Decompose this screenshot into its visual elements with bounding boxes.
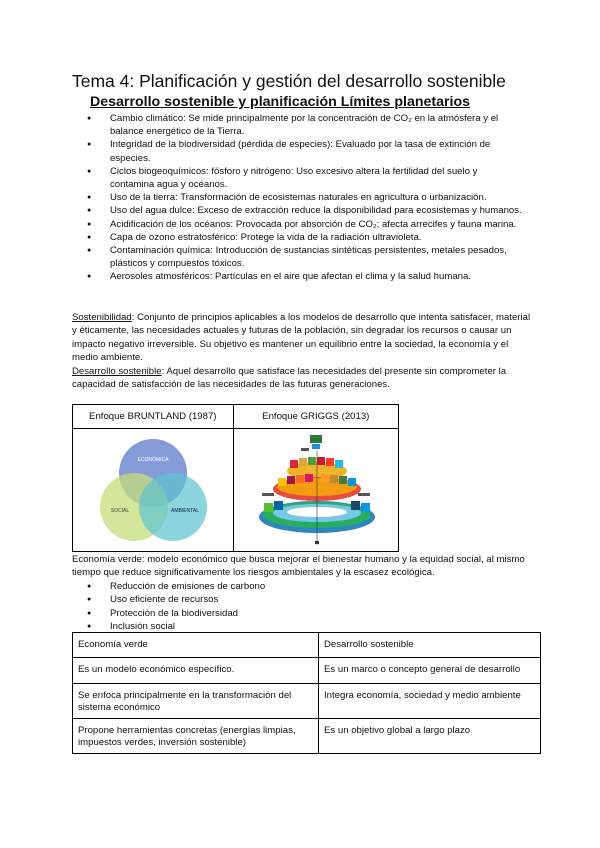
list-item: ● Integridad de la biodiversidad (pérdida de especies): Evaluado por la tasa de extinción de especies.: [84, 138, 524, 164]
list-item: ● Acidificación de los océanos: Provocada por absorción de CO₂; afecta arrecifes y fauna marina.: [84, 218, 524, 231]
griggs-figure-cell: [233, 429, 398, 552]
economia-verde-list: [84, 580, 265, 633]
venn-diagram: [80, 433, 226, 548]
table-row: [73, 658, 541, 684]
sdg-wedding-cake-image: [254, 433, 380, 548]
list-item: ● Protección de la biodiversidad: [84, 607, 265, 620]
table-cell: Es un modelo económico específico.: [73, 658, 319, 684]
list-item: ● Capa de ozono estratosférico: Protege la vida de la radiación ultravioleta.: [84, 231, 524, 244]
table-cell: Es un objetivo global a largo plazo: [319, 719, 541, 754]
table-cell: Se enfoca principalmente en la transformación del sistema económico: [73, 684, 319, 719]
table-row: [73, 684, 541, 719]
sostenibilidad-definition: : Conjunto de principios aplicables a los modelos de desarrollo que intenta satisfacer, material y éticamente, las necesidades actuales y futuras de la población, sin degradar los recursos o causar un impacto negativo irreversible. Su objetivo es mantener un equilibrio entre la sociedad, la economía y el medio ambiente.: [72, 312, 531, 364]
list-item: ● Cambio climático: Se mide principalmente por la concentración de CO₂ en la atmósfera y el balance energético de la Tierra.: [84, 112, 524, 138]
list-item: ● Uso eficiente de recursos: [84, 593, 265, 606]
desarrollo-sostenible-paragraph: [72, 365, 532, 392]
table-header-economia-verde: Economía verde: [73, 633, 319, 658]
section-subtitle: Desarrollo sostenible y planificación Límites planetarios: [90, 94, 471, 110]
venn-economic-label: ECONÓMICA: [137, 457, 169, 463]
bruntland-header: Enfoque BRUNTLAND (1987): [73, 405, 234, 429]
venn-social-label: SOCIAL: [110, 508, 130, 514]
griggs-header: Enfoque GRIGGS (2013): [233, 405, 398, 429]
approaches-figure-table: [72, 404, 399, 552]
list-item: ● Ciclos biogeoquímicos: fósforo y nitrógeno: Uso excesivo altera la fertilidad del suelo y contamina agua y océanos.: [84, 165, 524, 191]
venn-environmental-circle: [139, 473, 207, 541]
page-title: Tema 4: Planificación y gestión del desarrollo sostenible: [72, 71, 506, 91]
planetary-limits-list: [84, 112, 524, 284]
table-cell: Es un marco o concepto general de desarrollo: [319, 658, 541, 684]
table-header-desarrollo-sostenible: Desarrollo sostenible: [319, 633, 541, 658]
table-row: [73, 719, 541, 754]
desarrollo-sostenible-definition: : Aquel desarrollo que satisface las necesidades del presente sin comprometer la capacidad de satisfacción de las necesidades de las futuras generaciones.: [72, 366, 507, 391]
list-item: ● Reducción de emisiones de carbono: [84, 580, 265, 593]
desarrollo-sostenible-term: Desarrollo sostenible: [72, 366, 162, 377]
list-item: ● Aerosoles atmosféricos: Partículas en el aire que afectan el clima y la salud humana.: [84, 270, 524, 283]
sostenibilidad-term: Sostenibilidad: [72, 312, 132, 323]
list-item: ● Contaminación química: Introducción de sustancias sintéticas persistentes, metales pesados, plásticos y compuestos tóxicos.: [84, 244, 524, 270]
venn-environmental-label: AMBIENTAL: [171, 508, 199, 514]
sostenibilidad-paragraph: [72, 311, 532, 365]
bruntland-figure-cell: [73, 429, 234, 552]
list-item: ● Uso de la tierra: Transformación de ecosistemas naturales en agricultura o urbanización.: [84, 191, 524, 204]
table-cell: Integra economía, sociedad y medio ambiente: [319, 684, 541, 719]
list-item: ● Inclusión social: [84, 620, 265, 633]
comparison-table: [72, 632, 541, 754]
table-cell: Propone herramientas concretas (energías limpias, impuestos verdes, inversión sostenible): [73, 719, 319, 754]
list-item: ● Uso del agua dulce: Exceso de extracción reduce la disponibilidad para ecosistemas y humanos.: [84, 204, 524, 217]
economia-verde-intro: Economía verde: modelo económico que busca mejorar el bienestar humano y la equidad social, al mismo tiempo que reduce significativamente los riesgos ambientales y la escasez ecológica.: [72, 554, 525, 579]
